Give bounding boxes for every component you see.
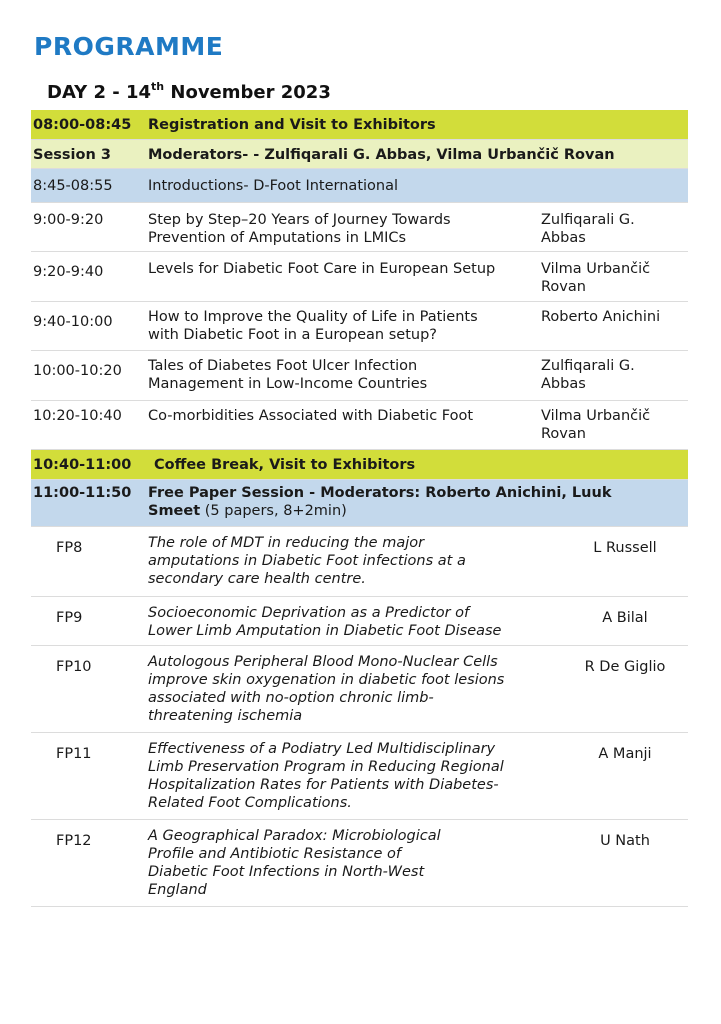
row-time: 10:00-10:20 [33, 363, 122, 379]
row-speaker [541, 308, 660, 326]
row-title [148, 407, 473, 425]
title-line: associated with no-option chronic limb- [148, 690, 434, 706]
title-line: Prevention of Amputations in LMICs [148, 230, 407, 246]
title-line: Socioeconomic Deprivation as a Predictor of [148, 605, 470, 621]
programme-row [31, 480, 688, 527]
title-line: Hospitalization Rates for Patients with Diabetes- [148, 777, 499, 793]
paper-title [148, 653, 504, 725]
title-line: England [148, 882, 207, 898]
paper-code: FP10 [56, 659, 92, 675]
row-title [148, 484, 611, 520]
title-line: Smeet [148, 503, 201, 519]
title-line: Step by Step–20 Years of Journey Towards [148, 212, 451, 228]
speaker-line: Vilma Urbančič [541, 408, 651, 424]
title-line: Related Foot Complications. [148, 795, 352, 811]
paper-code: FP12 [56, 833, 92, 849]
programme-row [31, 110, 688, 140]
programme-row [31, 252, 688, 302]
title-line: Diabetic Foot Infections in North-West [148, 864, 425, 880]
row-speaker [541, 211, 635, 247]
row-speaker [541, 407, 650, 443]
title-line: Management in Low-Income Countries [148, 376, 428, 392]
paper-title [148, 827, 441, 899]
row-speaker [541, 357, 635, 393]
day-suffix-sup: th [151, 80, 165, 93]
speaker-line: Abbas [541, 230, 586, 246]
title-line: Effectiveness of a Podiatry Led Multidisciplinary [148, 741, 496, 757]
paper-speaker: R De Giglio [584, 659, 666, 675]
title-line: improve skin oxygenation in diabetic foot lesions [148, 672, 505, 688]
paper-title [148, 740, 504, 812]
paper-speaker: A Bilal [602, 610, 648, 626]
day-date: November 2023 [164, 82, 331, 103]
row-title [148, 211, 451, 247]
programme-row [31, 450, 688, 480]
speaker-line: Rovan [541, 426, 586, 442]
title-line: with Diabetic Foot in a European setup? [148, 327, 437, 343]
programme-table [31, 110, 688, 907]
title-line: Levels for Diabetic Foot Care in European Setup [148, 261, 496, 277]
row-time: 8:45-08:55 [33, 178, 113, 194]
programme-row [31, 169, 688, 203]
row-title: Coffee Break, Visit to Exhibitors [154, 457, 416, 473]
paper-title [148, 604, 501, 640]
row-time: 9:00-9:20 [33, 212, 104, 228]
paper-title [148, 534, 466, 588]
title-line: Lower Limb Amputation in Diabetic Foot Disease [148, 623, 502, 639]
programme-row [31, 401, 688, 450]
programme-row [31, 351, 688, 401]
title-line: How to Improve the Quality of Life in Patients [148, 309, 478, 325]
session-note: (5 papers, 8+2min) [200, 503, 347, 519]
paper-code: FP8 [56, 540, 83, 556]
row-title [148, 260, 495, 278]
paper-speaker: A Manji [598, 746, 652, 762]
speaker-line: Abbas [541, 376, 586, 392]
title-line: Autologous Peripheral Blood Mono-Nuclear Cells [148, 654, 498, 670]
speaker-line: Zulfiqarali G. [541, 212, 635, 228]
paper-row [31, 820, 688, 907]
row-time: 11:00-11:50 [33, 485, 132, 501]
paper-row [31, 733, 688, 820]
title-line: amputations in Diabetic Foot infections at a [148, 553, 466, 569]
paper-code: FP11 [56, 746, 92, 762]
speaker-line: Zulfiqarali G. [541, 358, 635, 374]
title-line: Profile and Antibiotic Resistance of [148, 846, 401, 862]
row-time: 9:20-9:40 [33, 264, 104, 280]
paper-code: FP9 [56, 610, 83, 626]
title-line: secondary care health centre. [148, 571, 366, 587]
speaker-line: Roberto Anichini [541, 309, 661, 325]
title-line: A Geographical Paradox: Microbiological [148, 828, 441, 844]
row-speaker [541, 260, 650, 296]
day-heading [47, 82, 331, 103]
row-time: 10:20-10:40 [33, 408, 122, 424]
title-line: Tales of Diabetes Foot Ulcer Infection [148, 358, 418, 374]
title-line: threatening ischemia [148, 708, 303, 724]
day-prefix: DAY 2 - 14 [47, 82, 152, 103]
programme-row [31, 302, 688, 351]
row-time: 08:00-08:45 [33, 117, 132, 133]
paper-row [31, 597, 688, 646]
programme-row [31, 140, 688, 169]
row-title: Moderators- - Zulfiqarali G. Abbas, Vilma Urbančič Rovan [148, 147, 615, 163]
title-line: Limb Preservation Program in Reducing Regional [148, 759, 504, 775]
paper-speaker: U Nath [600, 833, 650, 849]
row-time: 9:40-10:00 [33, 314, 113, 330]
paper-row [31, 527, 688, 597]
title-line: Free Paper Session - Moderators: Roberto Anichini, Luuk [148, 485, 612, 501]
speaker-line: Rovan [541, 279, 586, 295]
row-title [148, 308, 478, 344]
programme-row [31, 203, 688, 252]
row-title: Introductions- D-Foot International [148, 178, 399, 194]
title-line: The role of MDT in reducing the major [148, 535, 425, 551]
row-time: Session 3 [33, 147, 111, 163]
title-line: Co-morbidities Associated with Diabetic Foot [148, 408, 474, 424]
speaker-line: Vilma Urbančič [541, 261, 651, 277]
row-title [148, 357, 427, 393]
paper-row [31, 646, 688, 733]
row-time: 10:40-11:00 [33, 457, 132, 473]
page-title: PROGRAMME [34, 32, 224, 61]
paper-speaker: L Russell [593, 540, 657, 556]
row-title: Registration and Visit to Exhibitors [148, 117, 436, 133]
